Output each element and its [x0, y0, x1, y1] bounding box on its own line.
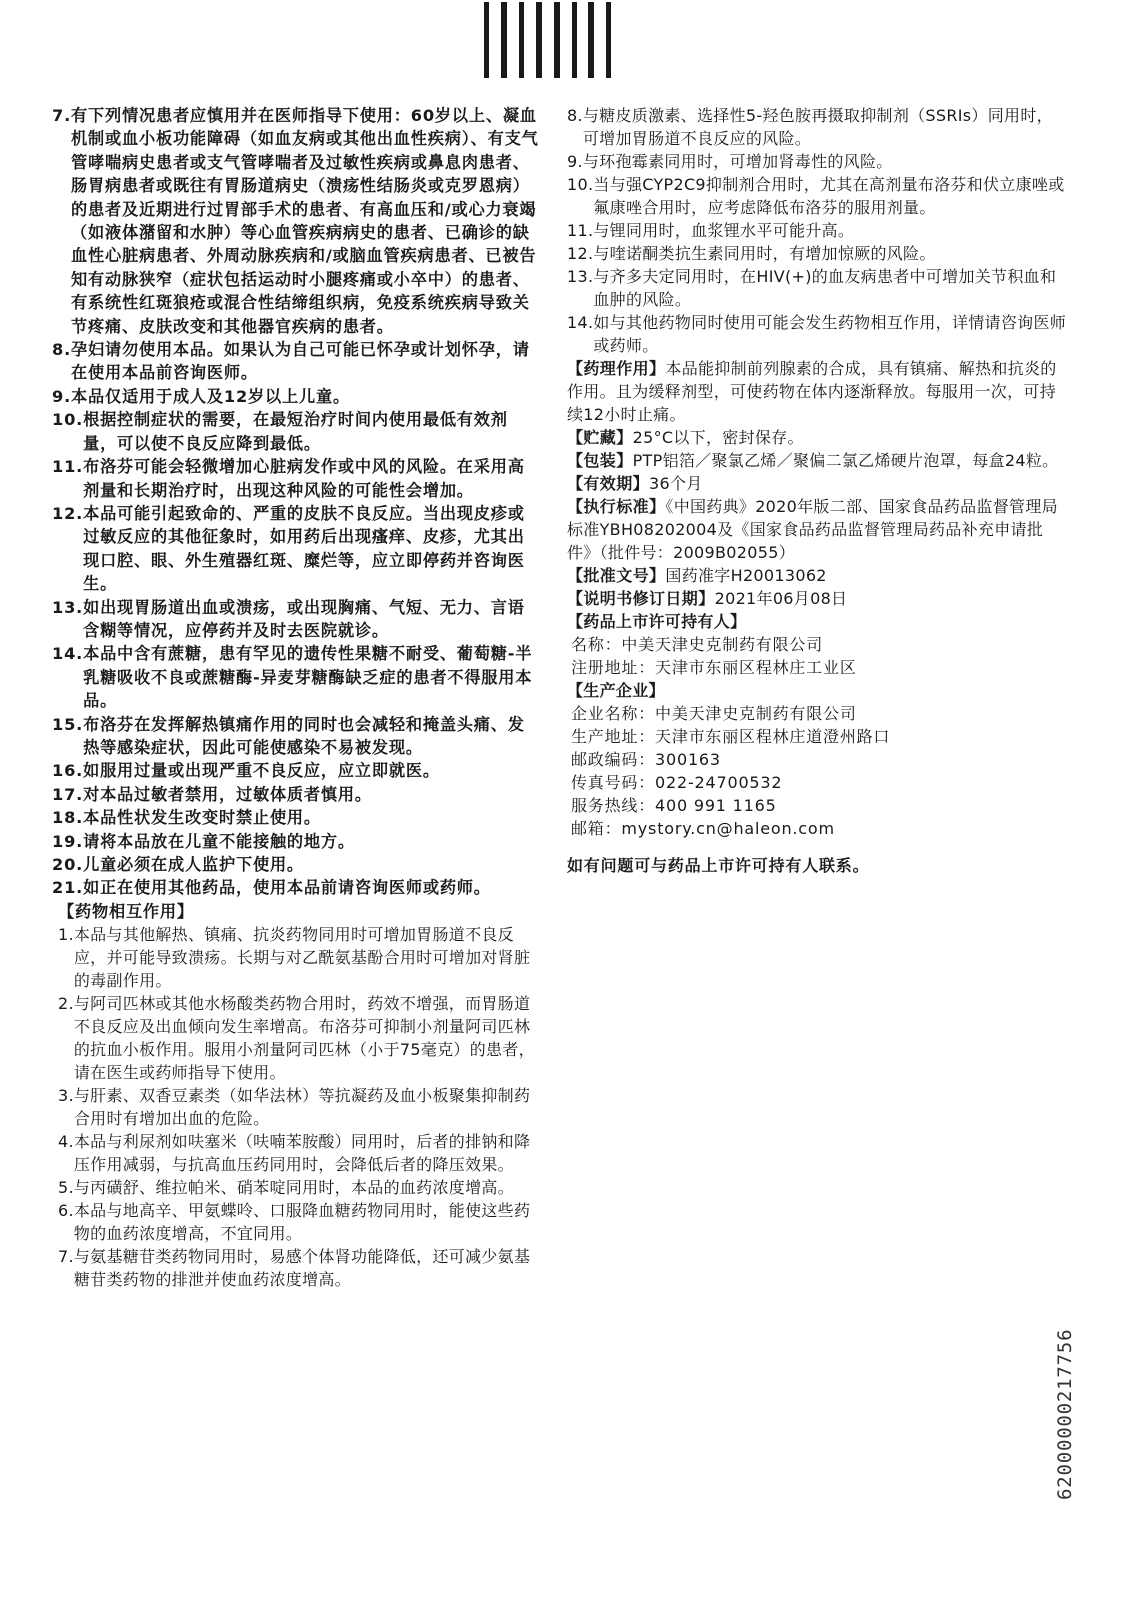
item-number: 4. — [58, 1132, 74, 1152]
field-value: 天津市东丽区程林庄工业区 — [655, 658, 857, 677]
item-text: 本品与地高辛、甲氨蝶呤、口服降血糖药物同用时，能使这些药物的血药浓度增高，不宜同用。 — [73, 1201, 531, 1244]
item-text: 当与强CYP2C9抑制剂合用时，尤其在高剂量布洛芬和伏立康唑或氟康唑合用时，应考虑降低布洛芬的服用剂量。 — [593, 175, 1065, 217]
field-label: 邮政编码： — [571, 750, 656, 769]
item-number: 17. — [52, 784, 84, 804]
item-text: 与环孢霉素同用时，可增加肾毒性的风险。 — [582, 152, 893, 171]
interaction-item — [567, 173, 1067, 219]
item-text: 如正在使用其他药品，使用本品前请咨询医师或药师。 — [83, 878, 491, 898]
standard-heading: 【执行标准】 — [567, 497, 666, 516]
item-number: 10. — [567, 175, 594, 194]
interaction-item — [58, 1084, 540, 1130]
item-number: 9. — [52, 386, 72, 406]
interaction-item — [58, 1130, 540, 1176]
email-row — [567, 817, 1067, 840]
holder-address-row — [567, 656, 1067, 679]
item-number: 14. — [52, 644, 84, 664]
item-number: 13. — [567, 267, 594, 286]
right-column — [567, 104, 1067, 877]
spacer — [567, 840, 1067, 854]
standard-section — [567, 495, 1067, 564]
item-number: 2. — [58, 994, 74, 1014]
item-number: 16. — [52, 761, 84, 781]
item-text: 儿童必须在成人监护下使用。 — [83, 855, 304, 874]
revision-heading: 【说明书修订日期】 — [567, 589, 715, 608]
item-text: 与糖皮质激素、选择性5-羟色胺再摄取抑制剂（SSRIs）同用时，可增加胃肠道不良反应的风险。 — [582, 106, 1053, 148]
validity-heading: 【有效期】 — [567, 474, 650, 493]
item-text: 本品可能引起致命的、严重的皮肤不良反应。当出现皮疹或过敏反应的其他征象时，如用药后出现瘙痒、皮疹，尤其出现口腔、眼、外生殖器红斑、糜烂等，应立即停药并咨询医生。 — [83, 503, 525, 594]
precaution-item — [52, 759, 540, 782]
item-text: 本品与其他解热、镇痛、抗炎药物同用时可增加胃肠道不良反应，并可能导致溃疡。长期与对乙酰氨基酚合用时可增加对肾脏的毒副作用。 — [73, 925, 531, 991]
interaction-item — [58, 1245, 540, 1291]
interaction-item — [567, 242, 1067, 265]
field-value: 天津市东丽区程林庄道澄州路口 — [655, 727, 891, 746]
validity-text: 36个月 — [649, 474, 703, 493]
item-number: 1. — [58, 925, 74, 945]
item-number: 11. — [52, 457, 84, 477]
interaction-item — [58, 992, 540, 1084]
item-text: 孕妇请勿使用本品。如果认为自己可能已怀孕或计划怀孕，请在使用本品前咨询医师。 — [71, 340, 530, 383]
field-label: 企业名称： — [571, 704, 656, 723]
precaution-item — [52, 104, 540, 338]
item-number: 3. — [58, 1086, 74, 1106]
interactions-heading: 【药物相互作用】 — [58, 901, 194, 921]
manufacturer-address-row — [567, 725, 1067, 748]
storage-text: 25°C以下，密封保存。 — [632, 428, 804, 447]
item-text: 与阿司匹林或其他水杨酸类药物合用时，药效不增强，而胃肠道不良反应及出血倾向发生率增高。布洛芬可抑制小剂量阿司匹林的抗血小板作用。服用小剂量阿司匹林（小于75毫克）的患者，请在医生或药师指导下使用。 — [73, 994, 535, 1083]
precaution-item — [52, 338, 540, 385]
storage-heading: 【贮藏】 — [567, 428, 633, 447]
item-number: 7. — [58, 1247, 74, 1267]
interaction-item — [567, 104, 1067, 150]
pharmacology-section — [567, 357, 1067, 426]
precaution-item — [52, 408, 540, 455]
item-text: 与肝素、双香豆素类（如华法林）等抗凝药及血小板聚集抑制药合用时有增加出血的危险。 — [73, 1086, 531, 1129]
precautions-list — [52, 104, 540, 900]
hotline-row — [567, 794, 1067, 817]
item-text: 如服用过量或出现严重不良反应，应立即就医。 — [83, 761, 440, 781]
field-label: 服务热线： — [571, 796, 656, 815]
contact-note: 如有问题可与药品上市许可持有人联系。 — [567, 856, 870, 875]
item-number: 18. — [52, 808, 84, 828]
field-label: 生产地址： — [571, 727, 656, 746]
item-number: 13. — [52, 597, 84, 617]
item-number: 7. — [52, 106, 72, 125]
validity-section — [567, 472, 1067, 495]
item-number: 12. — [52, 503, 84, 523]
item-number: 20. — [52, 855, 84, 874]
item-text: 与齐多夫定同用时，在HIV(+)的血友病患者中可增加关节积血和血肿的风险。 — [593, 267, 1057, 309]
field-value: 中美天津史克制药有限公司 — [621, 635, 824, 654]
revision-text: 2021年06月08日 — [714, 589, 848, 608]
interactions-list-continued — [567, 104, 1067, 357]
item-text: 对本品过敏者禁用，过敏体质者慎用。 — [83, 784, 372, 804]
interaction-item — [567, 311, 1067, 357]
item-text: 布洛芬在发挥解热镇痛作用的同时也会减轻和掩盖头痛、发热等感染症状，因此可能使感染不易被发现。 — [83, 714, 525, 757]
field-value: 300163 — [655, 750, 721, 769]
manufacturer-heading: 【生产企业】 — [567, 681, 665, 700]
precaution-item — [52, 502, 540, 596]
postcode-row — [567, 748, 1067, 771]
interactions-list — [52, 923, 540, 1291]
approval-heading: 【批准文号】 — [567, 566, 666, 585]
precaution-item — [52, 783, 540, 806]
item-text: 布洛芬可能会轻微增加心脏病发作或中风的风险。在采用高剂量和长期治疗时，出现这种风险的可能性会增加。 — [83, 457, 525, 500]
interaction-item — [567, 150, 1067, 173]
item-text: 本品性状发生改变时禁止使用。 — [83, 808, 321, 828]
packaging-text: PTP铝箔／聚氯乙烯／聚偏二氯乙烯硬片泡罩，每盒24粒。 — [632, 451, 1059, 470]
fax-row — [567, 771, 1067, 794]
item-text: 与喹诺酮类抗生素同用时，有增加惊厥的风险。 — [593, 244, 936, 263]
field-label: 传真号码： — [571, 773, 656, 792]
item-text: 如出现胃肠道出血或溃疡，或出现胸痛、气短、无力、言语含糊等情况，应停药并及时去医院就诊。 — [83, 597, 525, 640]
item-text: 本品中含有蔗糖，患有罕见的遗传性果糖不耐受、葡萄糖-半乳糖吸收不良或蔗糖酶-异麦芽糖酶缺乏症的患者不得服用本品。 — [83, 644, 533, 711]
field-label: 邮箱： — [571, 819, 622, 838]
barcode — [484, 2, 622, 78]
field-value: 022-24700532 — [655, 773, 783, 792]
field-label: 注册地址： — [571, 658, 656, 677]
packaging-section — [567, 449, 1067, 472]
left-column — [52, 104, 540, 1291]
item-number: 11. — [567, 221, 594, 240]
pharmacology-text: 本品能抑制前列腺素的合成，具有镇痛、解热和抗炎的作用。且为缓释剂型，可使药物在体内逐渐释放。每服用一次，可持续12小时止痛。 — [567, 359, 1057, 424]
item-number: 9. — [567, 152, 583, 171]
manufacturer-name-row — [567, 702, 1067, 725]
interaction-item — [567, 265, 1067, 311]
item-text: 根据控制症状的需要，在最短治疗时间内使用最低有效剂量，可以使不良反应降到最低。 — [83, 410, 508, 453]
item-number: 15. — [52, 714, 84, 734]
holder-name-row — [567, 633, 1067, 656]
field-label: 名称： — [571, 635, 622, 654]
field-value: 中美天津史克制药有限公司 — [655, 704, 857, 723]
item-number: 14. — [567, 313, 594, 332]
item-text: 与丙磺舒、维拉帕米、硝苯啶同用时，本品的血药浓度增高。 — [73, 1178, 514, 1198]
item-number: 6. — [58, 1201, 74, 1221]
precaution-item — [52, 853, 540, 876]
interaction-item — [58, 923, 540, 992]
item-number: 8. — [52, 340, 72, 360]
approval-text: 国药准字H20013062 — [665, 566, 827, 585]
item-text: 请将本品放在儿童不能接触的地方。 — [83, 831, 355, 851]
item-text: 与氨基糖苷类药物同用时，易感个体肾功能降低，还可减少氨基糖苷类药物的排泄并使血药浓度增高。 — [73, 1247, 531, 1290]
interaction-item — [58, 1199, 540, 1245]
item-text: 如与其他药物同时使用可能会发生药物相互作用，详情请咨询医师或药师。 — [593, 313, 1067, 355]
item-text: 本品仅适用于成人及12岁以上儿童。 — [71, 386, 350, 406]
side-code: 62000000217756 — [1054, 1328, 1076, 1500]
item-text: 有下列情况患者应慎用并在医师指导下使用：60岁以上、凝血机制或血小板功能障碍（如血友病或其他出血性疾病）、有支气管哮喘病史患者或支气管哮喘者及过敏性疾病或鼻息肉患者、肠胃病患者或既往有胃肠道病史（溃疡性结肠炎或克罗恩病）的患者及近期进行过胃部手术的患者、有高血压和/或心力衰竭（如液体潴留和水肿）等心血管疾病病史的患者、已确诊的缺血性心脏病患者、外周动脉疾病和/或脑血管疾病患者、已被告知有动脉狭窄（症状包括运动时小腿疼痛或小卒中）的患者、有系统性红斑狼疮或混合性结缔组织病，免疫系统疾病导致关节疼痛、皮肤改变和其他器官疾病的患者。 — [71, 106, 539, 336]
packaging-heading: 【包装】 — [567, 451, 633, 470]
item-number: 19. — [52, 831, 84, 851]
standard-text: 《中国药典》2020年版二部、国家食品药品监督管理局标准YBH08202004及《国家食品药品监督管理局药品补充申请批件》（批件号：2009B02055） — [567, 497, 1058, 562]
precaution-item — [52, 806, 540, 829]
precaution-item — [52, 876, 540, 899]
precaution-item — [52, 596, 540, 643]
precaution-item — [52, 830, 540, 853]
interaction-item — [567, 219, 1067, 242]
item-number: 10. — [52, 410, 84, 430]
item-number: 8. — [567, 106, 583, 125]
precaution-item — [52, 642, 540, 712]
precaution-item — [52, 713, 540, 760]
item-number: 21. — [52, 878, 84, 898]
precaution-item — [52, 455, 540, 502]
field-value: 400 991 1165 — [655, 796, 777, 815]
holder-heading: 【药品上市许可持有人】 — [567, 612, 747, 631]
pharmacology-heading: 【药理作用】 — [567, 359, 666, 378]
interaction-item — [58, 1176, 540, 1199]
precaution-item — [52, 385, 540, 408]
item-number: 12. — [567, 244, 594, 263]
item-text: 本品与利尿剂如呋塞米（呋喃苯胺酸）同用时，后者的排钠和降压作用减弱，与抗高血压药同用时，会降低后者的降压效果。 — [73, 1132, 531, 1175]
revision-section — [567, 587, 1067, 610]
approval-section — [567, 564, 1067, 587]
storage-section — [567, 426, 1067, 449]
item-number: 5. — [58, 1178, 74, 1198]
field-value: mystory.cn@haleon.com — [621, 819, 835, 838]
item-text: 与锂同用时，血浆锂水平可能升高。 — [593, 221, 855, 240]
